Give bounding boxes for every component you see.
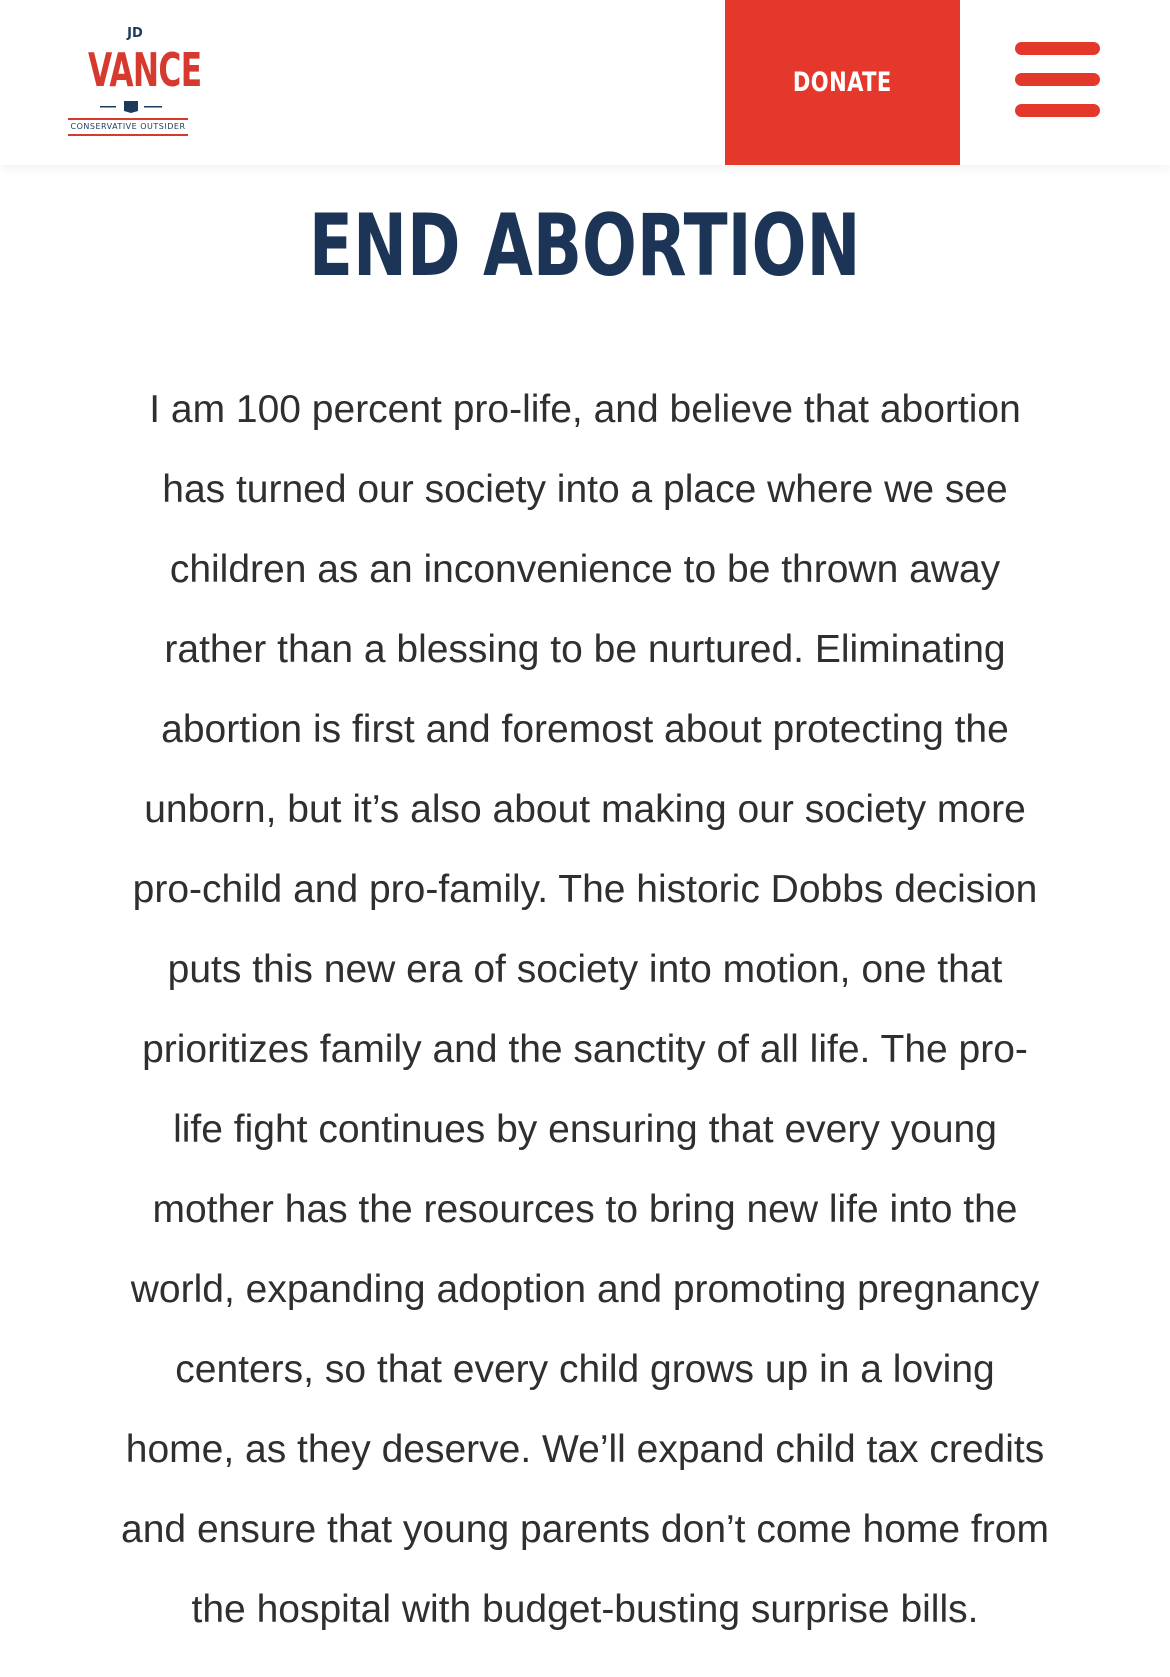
policy-paragraph	[30, 370, 1140, 1650]
paragraph-line: pro-child and pro-family. The historic Dobbs decision	[132, 868, 1038, 911]
paragraph-line: has turned our society into a place where we see	[162, 468, 1008, 511]
page-title	[0, 196, 1170, 296]
paragraph-line: world, expanding adoption and promoting pregnancy	[130, 1268, 1040, 1311]
paragraph-line: prioritizes family and the sanctity of all life. The pro-	[142, 1028, 1028, 1071]
paragraph-line: I am 100 percent pro-life, and believe that abortion	[149, 388, 1021, 431]
menu-bar-middle	[1015, 73, 1100, 86]
page-title-text: END ABORTION	[309, 196, 861, 296]
vance-logo[interactable]	[68, 22, 202, 140]
hamburger-menu-icon[interactable]	[1015, 42, 1100, 118]
donate-button[interactable]	[725, 0, 960, 165]
paragraph-line: children as an inconvenience to be thrown away	[169, 548, 1001, 591]
paragraph-line: puts this new era of society into motion, one that	[167, 948, 1003, 991]
paragraph-line: rather than a blessing to be nurtured. Eliminating	[164, 628, 1006, 671]
paragraph-line: centers, so that every child grows up in a loving	[175, 1348, 995, 1391]
paragraph-line: the hospital with budget-busting surprise bills.	[191, 1588, 979, 1631]
paragraph-line: mother has the resources to bring new life into the	[152, 1188, 1018, 1231]
ohio-senate-emblem-icon	[96, 100, 166, 114]
donate-button-label: DONATE	[793, 67, 892, 98]
logo-tagline: CONSERVATIVE OUTSIDER	[68, 118, 188, 136]
paragraph-line: abortion is first and foremost about protecting the	[161, 708, 1009, 751]
paragraph-line: home, as they deserve. We’ll expand child tax credits	[125, 1428, 1045, 1471]
menu-bar-bottom	[1015, 104, 1100, 117]
paragraph-line: and ensure that young parents don’t come home from	[121, 1508, 1049, 1551]
logo-prefix: JD	[127, 26, 143, 41]
paragraph-line: unborn, but it’s also about making our society more	[144, 788, 1026, 831]
paragraph-line: life fight continues by ensuring that every young	[173, 1108, 997, 1151]
site-header	[0, 0, 1170, 165]
logo-name: VANCE	[88, 43, 202, 97]
menu-bar-top	[1015, 42, 1100, 55]
